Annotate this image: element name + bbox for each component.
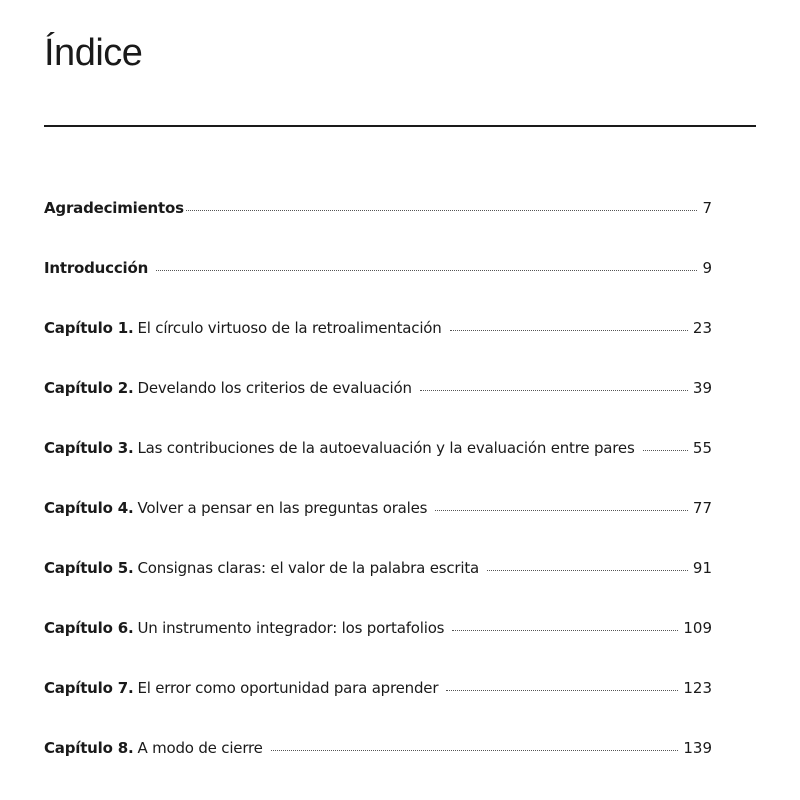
toc-entry-label: Capítulo 2. (44, 379, 134, 397)
dot-leader (435, 510, 688, 511)
toc-entry-title: El círculo virtuoso de la retroalimentación (137, 319, 442, 337)
toc-entry-title: Las contribuciones de la autoevaluación y la evaluación entre pares (137, 439, 635, 457)
toc-entry-page-number: 91 (692, 559, 712, 577)
toc-entry-page-number: 109 (683, 619, 712, 637)
dot-leader (487, 570, 688, 571)
toc-entry-title: Volver a pensar en las preguntas orales (137, 499, 428, 517)
toc-entry-label: Agradecimientos (44, 199, 184, 217)
toc-entry-capitulo-8[interactable] (44, 739, 712, 799)
toc-entry-page-number: 7 (702, 199, 712, 217)
toc-entry-label: Capítulo 7. (44, 679, 134, 697)
toc-entry-capitulo-3[interactable] (44, 439, 712, 499)
toc-entry-title: Un instrumento integrador: los portafolios (137, 619, 445, 637)
toc-entry-capitulo-2[interactable] (44, 379, 712, 439)
toc-entry-agradecimientos[interactable] (44, 199, 712, 259)
dot-leader (186, 210, 698, 211)
title-divider (44, 125, 756, 127)
dot-leader (420, 390, 688, 391)
dot-leader (271, 750, 679, 751)
dot-leader (450, 330, 688, 331)
toc-entry-label: Capítulo 3. (44, 439, 134, 457)
dot-leader (446, 690, 678, 691)
toc-entry-introduccion[interactable] (44, 259, 712, 319)
toc-entry-label: Capítulo 8. (44, 739, 134, 757)
toc-entry-label: Capítulo 1. (44, 319, 134, 337)
toc-entry-page-number: 77 (692, 499, 712, 517)
toc-entry-page-number: 55 (692, 439, 712, 457)
dot-leader (156, 270, 697, 271)
toc-entry-label: Capítulo 6. (44, 619, 134, 637)
dot-leader (452, 630, 678, 631)
toc-entry-capitulo-6[interactable] (44, 619, 712, 679)
toc-entry-capitulo-4[interactable] (44, 499, 712, 559)
toc-entry-page-number: 9 (702, 259, 712, 277)
toc-entry-title: A modo de cierre (137, 739, 263, 757)
toc-entry-label: Capítulo 5. (44, 559, 134, 577)
toc-entry-capitulo-5[interactable] (44, 559, 712, 619)
toc-entry-label: Introducción (44, 259, 149, 277)
toc-entry-label: Capítulo 4. (44, 499, 134, 517)
toc-entry-title: El error como oportunidad para aprender (137, 679, 439, 697)
toc-entry-capitulo-7[interactable] (44, 679, 712, 739)
dot-leader (643, 450, 688, 451)
toc-entry-capitulo-1[interactable] (44, 319, 712, 379)
toc-entry-title: Develando los criterios de evaluación (137, 379, 412, 397)
page-title: Índice (44, 32, 143, 74)
toc-entry-page-number: 139 (683, 739, 712, 757)
toc-entry-title: Consignas claras: el valor de la palabra escrita (137, 559, 479, 577)
toc-entry-page-number: 23 (692, 319, 712, 337)
toc-entry-page-number: 123 (683, 679, 712, 697)
table-of-contents (44, 199, 712, 799)
toc-entry-page-number: 39 (692, 379, 712, 397)
